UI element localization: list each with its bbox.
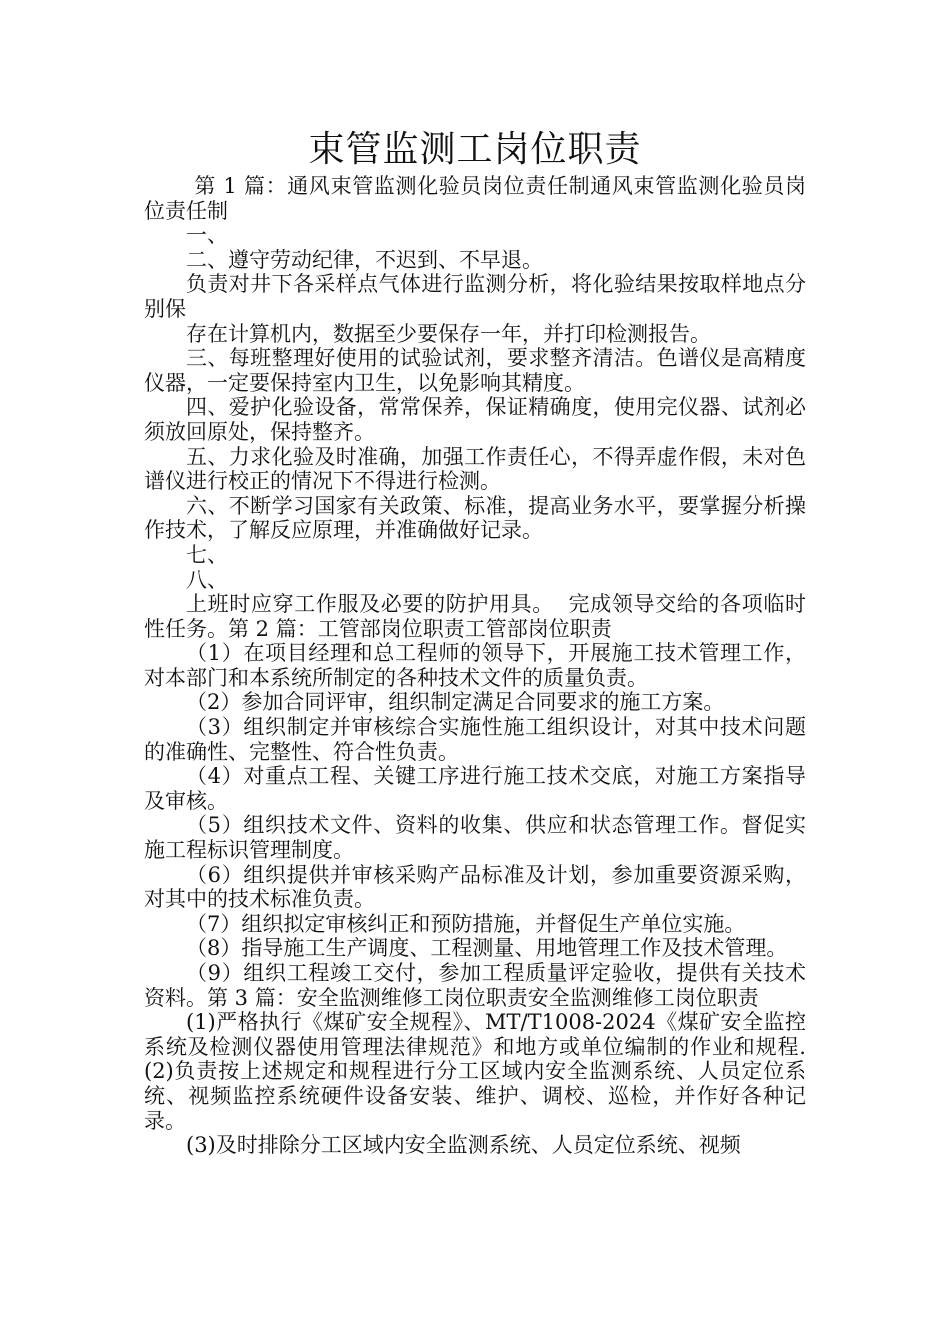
paragraph-8: 五、力求化验及时准确，加强工作责任心，不得弄虚作假，未对色谱仪进行校正的情况下不得进行检测。 (144, 444, 806, 494)
document-body (144, 174, 806, 1158)
paragraph-19: （7）组织拟定审核纠正和预防措施，并督促生产单位实施。 (186, 911, 746, 936)
paragraph-2: 一、 (186, 223, 228, 248)
paragraph-20: （8）指导施工生产调度、工程测量、用地管理工作及技术管理。 (186, 936, 788, 961)
paragraph-22: (1)严格执行《煤矿安全规程》、MT/T1008-2024《煤矿安全监控系统及检测仪器使用管理法律规范》和地方或单位编制的作业和规程.(2)负责按上述规定和规程进行分工区域内安全监测系统、人员定位系统、视频监控系统硬件设备安装、维护、调校、巡检，并作好各种记录。 (144, 1010, 806, 1133)
paragraph-5: 存在计算机内，数据至少要保存一年，并打印检测报告。 (186, 321, 711, 346)
paragraph-9: 六、不断学习国家有关政策、标准，提高业务水平，要掌握分析操作技术，了解反应原理，并准确做好记录。 (144, 493, 806, 543)
paragraph-21: （9）组织工程竣工交付，参加工程质量评定验收，提供有关技术资料。第 3 篇：安全监测维修工岗位职责安全监测维修工岗位职责 (144, 961, 806, 1010)
paragraph-3: 二、遵守劳动纪律，不迟到、不早退。 (186, 247, 543, 272)
paragraph-12: 上班时应穿工作服及必要的防护用具。 完成领导交给的各项临时性任务。第 2 篇：工管部岗位职责工管部岗位职责 (144, 592, 806, 641)
paragraph-6: 三、每班整理好使用的试验试剂，要求整齐清洁。色谱仪是高精度仪器，一定要保持室内卫生，以免影响其精度。 (144, 346, 806, 395)
paragraph-13: （1）在项目经理和总工程师的领导下，开展施工技术管理工作，对本部门和本系统所制定的各种技术文件的质量负责。 (144, 641, 806, 690)
paragraph-23: (3)及时排除分工区域内安全监测系统、人员定位系统、视频 (186, 1133, 741, 1158)
paragraph-18: （6）组织提供并审核采购产品标准及计划，参加重要资源采购，对其中的技术标准负责。 (144, 862, 806, 912)
paragraph-1: 第 1 篇：通风束管监测化验员岗位责任制通风束管监测化验员岗位责任制 (144, 174, 806, 223)
paragraph-10: 七、 (186, 542, 228, 567)
paragraph-7: 四、爱护化验设备，常常保养，保证精确度，使用完仪器、试剂必须放回原处，保持整齐。 (144, 395, 806, 444)
paragraph-15: （3）组织制定并审核综合实施性施工组织设计，对其中技术问题的准确性、完整性、符合性负责。 (144, 715, 806, 764)
paragraph-17: （5）组织技术文件、资料的收集、供应和状态管理工作。督促实施工程标识管理制度。 (144, 813, 806, 863)
paragraph-14: （2）参加合同评审，组织制定满足合同要求的施工方案。 (186, 690, 725, 715)
document-title: 束管监测工岗位职责 (308, 129, 642, 170)
paragraph-11: 八、 (186, 567, 228, 592)
paragraph-4: 负责对井下各采样点气体进行监测分析，将化验结果按取样地点分别保 (144, 272, 806, 321)
paragraph-16: （4）对重点工程、关键工序进行施工技术交底，对施工方案指导及审核。 (144, 764, 806, 813)
